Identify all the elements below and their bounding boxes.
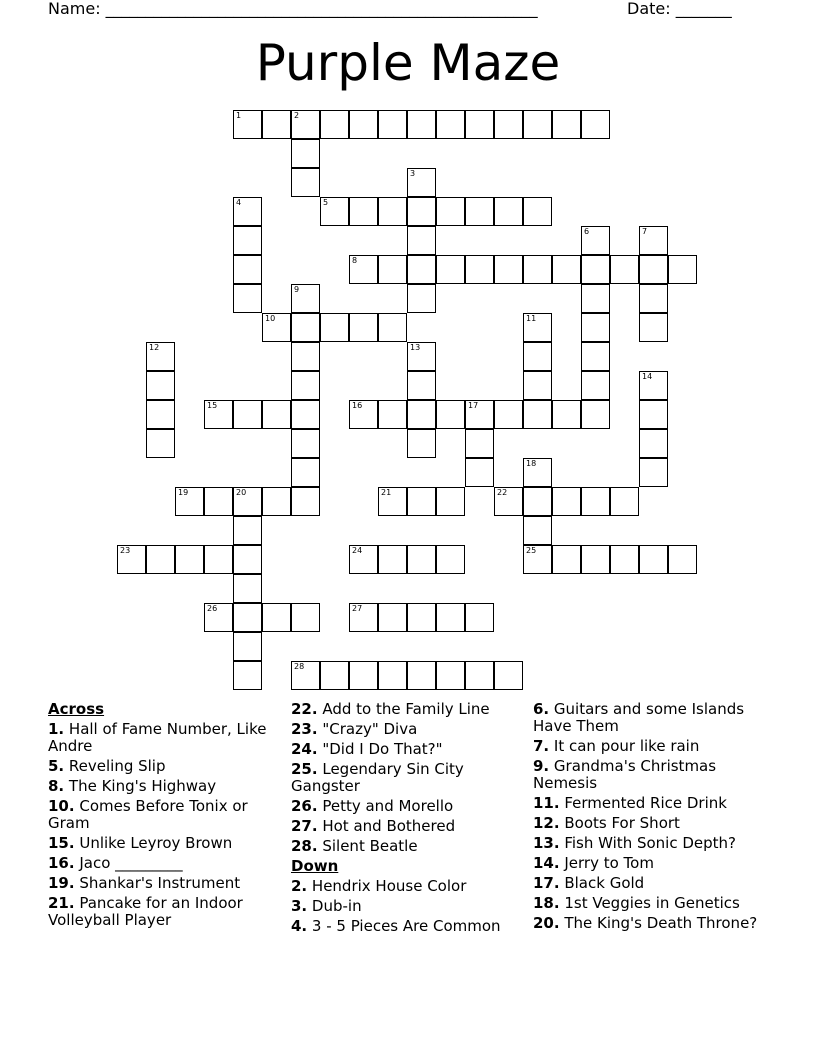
clue-text: Reveling Slip (64, 757, 166, 775)
grid-cell[interactable] (581, 545, 610, 574)
cell-number: 9 (294, 285, 300, 294)
clue-text: Guitars and some Islands Have Them (533, 700, 745, 735)
clue-text: Pancake for an Indoor Volleyball Player (48, 894, 243, 929)
cell-number: 17 (468, 401, 479, 410)
grid-cell[interactable] (233, 661, 262, 690)
clue-number: 23. (291, 720, 318, 738)
grid-cell[interactable] (175, 545, 204, 574)
clue-item (533, 835, 773, 852)
cell-number: 6 (584, 227, 590, 236)
grid-cell[interactable] (581, 342, 610, 371)
grid-cell[interactable] (349, 545, 378, 574)
clue-text: 3 - 5 Pieces Are Common (307, 917, 501, 935)
cell-number: 19 (178, 488, 189, 497)
grid-cell[interactable] (233, 516, 262, 545)
clue-text: Dub-in (307, 897, 362, 915)
cell-number: 16 (352, 401, 363, 410)
clue-number: 9. (533, 757, 550, 775)
grid-cell[interactable] (639, 313, 668, 342)
clue-text: Comes Before Tonix or Gram (48, 797, 248, 832)
grid-cell[interactable] (233, 487, 262, 516)
grid-cell[interactable] (233, 255, 262, 284)
grid-cell[interactable] (581, 110, 610, 139)
page-title: Purple Maze (255, 34, 561, 92)
grid-cell[interactable] (378, 197, 407, 226)
cell-number: 12 (149, 343, 160, 352)
clue-number: 14. (533, 854, 560, 872)
grid-cell[interactable] (233, 197, 262, 226)
clue-item (48, 758, 278, 775)
grid-cell[interactable] (494, 400, 523, 429)
date-field-label: Date: _______ (627, 0, 732, 18)
cell-number: 1 (236, 111, 242, 120)
grid-cell[interactable] (378, 313, 407, 342)
grid-cell[interactable] (146, 429, 175, 458)
clue-item (291, 721, 521, 738)
clue-number: 5. (48, 757, 65, 775)
grid-cell[interactable] (407, 255, 436, 284)
clue-item (533, 701, 773, 735)
clue-number: 26. (291, 797, 318, 815)
grid-cell[interactable] (291, 139, 320, 168)
grid-cell[interactable] (117, 545, 146, 574)
grid-cell[interactable] (581, 284, 610, 313)
cell-number: 7 (642, 227, 648, 236)
grid-cell[interactable] (465, 110, 494, 139)
grid-cell[interactable] (204, 400, 233, 429)
grid-cell[interactable] (233, 632, 262, 661)
clue-text: Legendary Sin City Gangster (291, 760, 464, 795)
grid-cell[interactable] (436, 197, 465, 226)
clue-item (291, 741, 521, 758)
grid-cell[interactable] (349, 661, 378, 690)
clue-text: Silent Beatle (317, 837, 418, 855)
grid-cell[interactable] (204, 603, 233, 632)
grid-cell[interactable] (523, 110, 552, 139)
grid-cell[interactable] (639, 429, 668, 458)
grid-cell[interactable] (639, 458, 668, 487)
clue-number: 11. (533, 794, 560, 812)
clues-column-3 (533, 701, 773, 935)
clue-item (533, 815, 773, 832)
clue-text: "Crazy" Diva (317, 720, 418, 738)
cell-number: 23 (120, 546, 131, 555)
grid-cell[interactable] (639, 284, 668, 313)
clue-number: 18. (533, 894, 560, 912)
clue-number: 2. (291, 877, 308, 895)
grid-cell[interactable] (291, 458, 320, 487)
grid-cell[interactable] (552, 400, 581, 429)
grid-cell[interactable] (146, 400, 175, 429)
grid-cell[interactable] (175, 487, 204, 516)
cell-number: 26 (207, 604, 218, 613)
grid-cell[interactable] (320, 197, 349, 226)
cell-number: 15 (207, 401, 218, 410)
grid-cell[interactable] (523, 342, 552, 371)
clue-text: It can pour like rain (549, 737, 700, 755)
grid-cell[interactable] (349, 255, 378, 284)
grid-cell[interactable] (610, 545, 639, 574)
clue-text: "Did I Do That?" (317, 740, 443, 758)
grid-cell[interactable] (233, 226, 262, 255)
clue-item (533, 855, 773, 872)
clue-item (291, 878, 521, 895)
clue-text: Hot and Bothered (317, 817, 456, 835)
grid-cell[interactable] (291, 342, 320, 371)
grid-cell[interactable] (233, 574, 262, 603)
clue-text: Fermented Rice Drink (559, 794, 727, 812)
grid-cell[interactable] (349, 400, 378, 429)
grid-cell[interactable] (494, 487, 523, 516)
grid-cell[interactable] (552, 545, 581, 574)
grid-cell[interactable] (407, 487, 436, 516)
grid-cell[interactable] (320, 313, 349, 342)
grid-cell[interactable] (233, 110, 262, 139)
grid-cell[interactable] (465, 661, 494, 690)
clue-section-title: Across (48, 700, 105, 718)
grid-cell[interactable] (233, 545, 262, 574)
clue-item (533, 895, 773, 912)
grid-cell[interactable] (552, 255, 581, 284)
name-field-label: Name: ______________________________________________________ (48, 0, 538, 18)
clue-number: 19. (48, 874, 75, 892)
grid-cell[interactable] (552, 487, 581, 516)
grid-cell[interactable] (436, 255, 465, 284)
grid-cell[interactable] (465, 458, 494, 487)
clue-text: Shankar's Instrument (74, 874, 241, 892)
grid-cell[interactable] (233, 400, 262, 429)
clue-item (291, 898, 521, 915)
clue-item (48, 875, 278, 892)
clue-text: Grandma's Christmas Nemesis (533, 757, 717, 792)
clue-number: 21. (48, 894, 75, 912)
grid-cell[interactable] (146, 371, 175, 400)
grid-cell[interactable] (204, 545, 233, 574)
grid-cell[interactable] (407, 342, 436, 371)
grid-cell[interactable] (436, 545, 465, 574)
clue-item (291, 838, 521, 855)
grid-cell[interactable] (349, 197, 378, 226)
grid-cell[interactable] (291, 487, 320, 516)
clue-item (533, 738, 773, 755)
grid-cell[interactable] (407, 284, 436, 313)
grid-cell[interactable] (378, 255, 407, 284)
grid-cell[interactable] (523, 487, 552, 516)
clue-number: 27. (291, 817, 318, 835)
clue-text: Fish With Sonic Depth? (559, 834, 737, 852)
grid-cell[interactable] (465, 400, 494, 429)
grid-cell[interactable] (668, 545, 697, 574)
clue-text: Petty and Morello (317, 797, 454, 815)
clue-text: Jerry to Tom (559, 854, 654, 872)
clue-number: 10. (48, 797, 75, 815)
cell-number: 24 (352, 546, 363, 555)
clue-text: The King's Highway (64, 777, 217, 795)
grid-cell[interactable] (436, 487, 465, 516)
grid-cell[interactable] (262, 603, 291, 632)
clue-number: 4. (291, 917, 308, 935)
grid-cell[interactable] (407, 110, 436, 139)
grid-cell[interactable] (407, 400, 436, 429)
grid-cell[interactable] (436, 661, 465, 690)
grid-cell[interactable] (233, 284, 262, 313)
cell-number: 3 (410, 169, 416, 178)
cell-number: 28 (294, 662, 305, 671)
grid-cell[interactable] (639, 226, 668, 255)
grid-cell[interactable] (581, 255, 610, 284)
grid-cell[interactable] (407, 226, 436, 255)
clue-item (48, 778, 278, 795)
grid-cell[interactable] (407, 197, 436, 226)
clue-item (48, 855, 278, 872)
clue-number: 1. (48, 720, 65, 738)
grid-cell[interactable] (581, 487, 610, 516)
grid-cell[interactable] (639, 545, 668, 574)
clue-text: Boots For Short (559, 814, 680, 832)
grid-cell[interactable] (291, 400, 320, 429)
clue-text: Hall of Fame Number, Like Andre (48, 720, 267, 755)
clue-text: Black Gold (559, 874, 645, 892)
grid-cell[interactable] (581, 226, 610, 255)
clue-number: 22. (291, 700, 318, 718)
clue-text: Add to the Family Line (317, 700, 490, 718)
clue-item (291, 701, 521, 718)
grid-cell[interactable] (291, 110, 320, 139)
grid-cell[interactable] (233, 603, 262, 632)
clue-number: 6. (533, 700, 550, 718)
grid-cell[interactable] (523, 313, 552, 342)
grid-cell[interactable] (639, 400, 668, 429)
clue-item (533, 875, 773, 892)
grid-cell[interactable] (523, 545, 552, 574)
grid-cell[interactable] (610, 255, 639, 284)
grid-cell[interactable] (523, 197, 552, 226)
grid-cell[interactable] (436, 603, 465, 632)
grid-cell[interactable] (291, 429, 320, 458)
grid-cell[interactable] (581, 400, 610, 429)
grid-cell[interactable] (204, 487, 233, 516)
cell-number: 27 (352, 604, 363, 613)
grid-cell[interactable] (291, 168, 320, 197)
clue-text: The King's Death Throne? (559, 914, 758, 932)
grid-cell[interactable] (581, 313, 610, 342)
clue-item (48, 895, 278, 929)
grid-cell[interactable] (349, 313, 378, 342)
grid-cell[interactable] (436, 110, 465, 139)
grid-cell[interactable] (320, 661, 349, 690)
grid-cell[interactable] (291, 603, 320, 632)
clue-item (533, 915, 773, 932)
grid-cell[interactable] (378, 661, 407, 690)
cell-number: 11 (526, 314, 537, 323)
cell-number: 21 (381, 488, 392, 497)
grid-cell[interactable] (407, 168, 436, 197)
grid-cell[interactable] (349, 110, 378, 139)
grid-cell[interactable] (262, 313, 291, 342)
grid-cell[interactable] (465, 603, 494, 632)
cell-number: 2 (294, 111, 300, 120)
grid-cell[interactable] (291, 661, 320, 690)
grid-cell[interactable] (523, 516, 552, 545)
grid-cell[interactable] (407, 545, 436, 574)
grid-cell[interactable] (349, 603, 378, 632)
clue-text: Hendrix House Color (307, 877, 467, 895)
cell-number: 8 (352, 256, 358, 265)
grid-cell[interactable] (262, 487, 291, 516)
grid-cell[interactable] (465, 429, 494, 458)
grid-cell[interactable] (320, 110, 349, 139)
grid-cell[interactable] (465, 197, 494, 226)
cell-number: 4 (236, 198, 242, 207)
grid-cell[interactable] (146, 342, 175, 371)
clue-number: 28. (291, 837, 318, 855)
clue-number: 3. (291, 897, 308, 915)
clue-number: 24. (291, 740, 318, 758)
clue-number: 13. (533, 834, 560, 852)
clue-item (533, 795, 773, 812)
grid-cell[interactable] (407, 661, 436, 690)
clue-item (291, 798, 521, 815)
grid-cell[interactable] (494, 255, 523, 284)
grid-cell[interactable] (523, 371, 552, 400)
grid-cell[interactable] (378, 110, 407, 139)
clue-number: 16. (48, 854, 75, 872)
grid-cell[interactable] (407, 603, 436, 632)
grid-cell[interactable] (639, 255, 668, 284)
clues-column-2 (291, 701, 521, 938)
clue-number: 8. (48, 777, 65, 795)
cell-number: 22 (497, 488, 508, 497)
grid-cell[interactable] (378, 545, 407, 574)
grid-cell[interactable] (610, 487, 639, 516)
cell-number: 14 (642, 372, 653, 381)
grid-cell[interactable] (639, 371, 668, 400)
clue-item (291, 918, 521, 935)
clue-section-title: Down (291, 857, 339, 875)
clue-text: 1st Veggies in Genetics (559, 894, 740, 912)
grid-cell[interactable] (291, 284, 320, 313)
grid-cell[interactable] (291, 371, 320, 400)
grid-cell[interactable] (378, 487, 407, 516)
grid-cell[interactable] (378, 400, 407, 429)
grid-cell[interactable] (494, 661, 523, 690)
grid-cell[interactable] (146, 545, 175, 574)
grid-cell[interactable] (581, 371, 610, 400)
grid-cell[interactable] (523, 255, 552, 284)
cell-number: 18 (526, 459, 537, 468)
clue-number: 20. (533, 914, 560, 932)
clue-item (291, 761, 521, 795)
clue-text: Jaco _________ (74, 854, 183, 872)
clue-number: 17. (533, 874, 560, 892)
grid-cell[interactable] (523, 400, 552, 429)
grid-cell[interactable] (378, 603, 407, 632)
clue-number: 7. (533, 737, 550, 755)
clue-number: 25. (291, 760, 318, 778)
cell-number: 13 (410, 343, 421, 352)
clues-column-1 (48, 701, 278, 932)
clue-text: Unlike Leyroy Brown (74, 834, 233, 852)
clue-item (291, 818, 521, 835)
grid-cell[interactable] (407, 371, 436, 400)
grid-cell[interactable] (494, 110, 523, 139)
cell-number: 25 (526, 546, 537, 555)
grid-cell[interactable] (407, 429, 436, 458)
grid-cell[interactable] (436, 400, 465, 429)
grid-cell[interactable] (465, 255, 494, 284)
clue-item (48, 721, 278, 755)
grid-cell[interactable] (668, 255, 697, 284)
cell-number: 10 (265, 314, 276, 323)
grid-cell[interactable] (494, 197, 523, 226)
clue-item (48, 798, 278, 832)
clue-item (48, 835, 278, 852)
cell-number: 20 (236, 488, 247, 497)
grid-cell[interactable] (291, 313, 320, 342)
clue-number: 12. (533, 814, 560, 832)
clue-number: 15. (48, 834, 75, 852)
grid-cell[interactable] (262, 400, 291, 429)
grid-cell[interactable] (552, 110, 581, 139)
grid-cell[interactable] (523, 458, 552, 487)
cell-number: 5 (323, 198, 329, 207)
grid-cell[interactable] (262, 110, 291, 139)
clue-item (533, 758, 773, 792)
